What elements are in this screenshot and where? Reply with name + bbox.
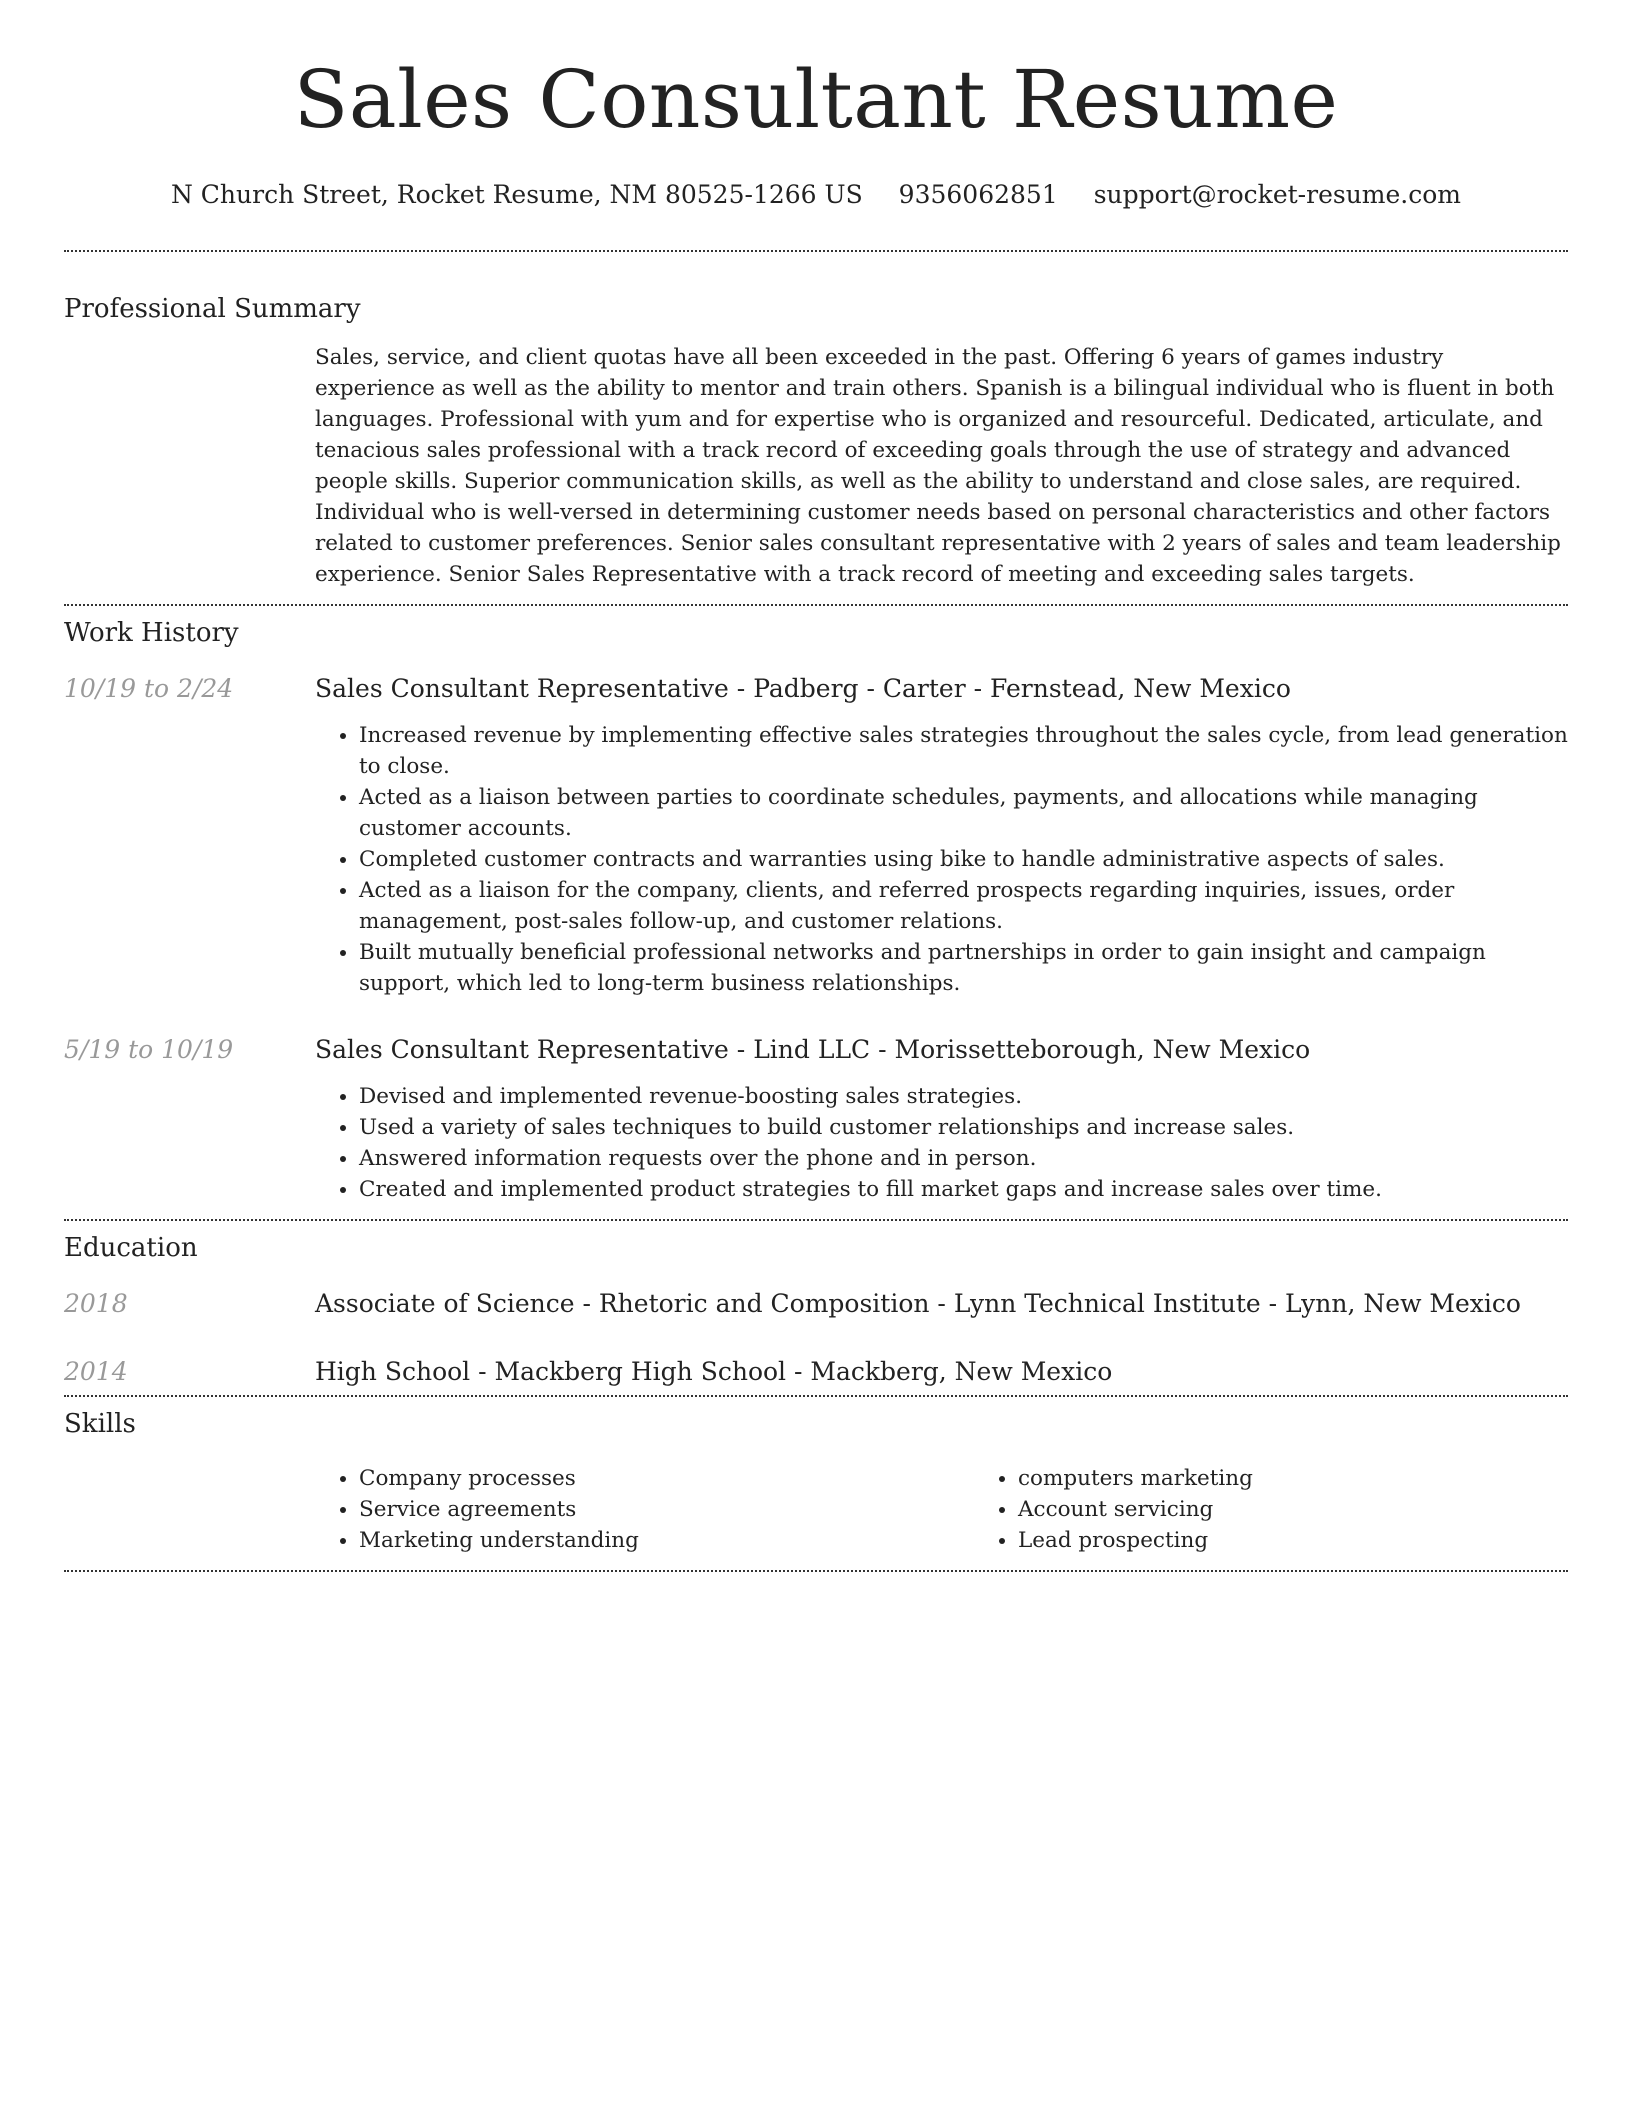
- summary-section: [64, 252, 1568, 590]
- skills-grid: [315, 1463, 1632, 1556]
- job-dates: 10/19 to 2/24: [64, 674, 234, 703]
- contact-line: [64, 178, 1568, 212]
- section-divider: [64, 1570, 1568, 1572]
- skill-item: • Marketing understanding: [359, 1525, 974, 1556]
- section-title-education: Education: [64, 1233, 198, 1263]
- section-title-skills: Skills: [64, 1409, 136, 1439]
- list-item: • Devised and implemented revenue-boosting sales strategies.: [359, 1081, 1568, 1112]
- job-heading: Sales Consultant Representative - Lind LLC - Morissetteborough, New Mexico: [315, 1035, 1311, 1064]
- summary-text: Sales, service, and client quotas have all been exceeded in the past. Offering 6 years of games industry experience as well as the ability to mentor and train others. Spanish is a bilingual individual who is fluent in both languages. Professional with yum and for expertise who is organized and resourceful. Dedicated, articulate, and tenacious sales professional with a track record of exceeding goals through the use of strategy and advanced people skills. Superior communication skills, as well as the ability to understand and close sales, are required. Individual who is well-versed in determining customer needs based on personal characteristics and other factors related to customer preferences. Senior sales consultant representative with 2 years of sales and team leadership experience. Senior Sales Representative with a track record of meeting and exceeding sales targets.: [315, 345, 1561, 587]
- education-heading: High School - Mackberg High School - Mackberg, New Mexico: [315, 1357, 1113, 1386]
- skills-column-2: [974, 1463, 1632, 1556]
- job-heading: Sales Consultant Representative - Padberg - Carter - Fernstead, New Mexico: [315, 674, 1291, 703]
- education-entry: [64, 1287, 1568, 1321]
- skill-item: • Lead prospecting: [1018, 1525, 1632, 1556]
- list-item: • Answered information requests over the phone and in person.: [359, 1143, 1568, 1174]
- list-item: • Acted as a liaison for the company, clients, and referred prospects regarding inquiries, issues, order management, post-sales follow-up, and customer relations.: [359, 875, 1568, 937]
- resume-title: Sales Consultant Resume: [293, 53, 1339, 146]
- contact-address: N Church Street, Rocket Resume, NM 80525-1266 US: [170, 180, 863, 209]
- job-dates: 5/19 to 10/19: [64, 1035, 234, 1064]
- education-year: 2018: [64, 1289, 128, 1318]
- list-item: • Created and implemented product strategies to fill market gaps and increase sales over time.: [359, 1174, 1568, 1205]
- list-item: • Increased revenue by implementing effective sales strategies throughout the sales cycle, from lead generation to close.: [359, 720, 1568, 782]
- list-item: • Completed customer contracts and warranties using bike to handle administrative aspects of sales.: [359, 844, 1568, 875]
- skill-item: • Company processes: [359, 1463, 974, 1494]
- education-heading: Associate of Science - Rhetoric and Composition - Lynn Technical Institute - Lynn, New Mexico: [315, 1289, 1521, 1318]
- list-item: • Acted as a liaison between parties to coordinate schedules, payments, and allocations while managing customer accounts.: [359, 782, 1568, 844]
- skill-item: • Account servicing: [1018, 1494, 1632, 1525]
- list-item: • Used a variety of sales techniques to build customer relationships and increase sales.: [359, 1112, 1568, 1143]
- job-bullets: [315, 720, 1568, 999]
- job-entry: [64, 672, 1568, 999]
- education-entry: [64, 1355, 1568, 1389]
- resume-header: [64, 0, 1568, 212]
- contact-phone: 9356062851: [898, 180, 1058, 209]
- work-history-section: [64, 606, 1568, 1205]
- job-entry: [64, 1033, 1568, 1205]
- section-title-summary: Professional Summary: [64, 294, 361, 324]
- contact-email: support@rocket-resume.com: [1093, 180, 1461, 209]
- section-title-work-history: Work History: [64, 618, 239, 648]
- education-year: 2014: [64, 1357, 128, 1386]
- job-bullets: [315, 1081, 1568, 1205]
- skills-column-1: [315, 1463, 974, 1556]
- list-item: • Built mutually beneficial professional networks and partnerships in order to gain insight and campaign support, which led to long-term business relationships.: [359, 937, 1568, 999]
- skill-item: • Service agreements: [359, 1494, 974, 1525]
- skills-section: [64, 1397, 1568, 1556]
- education-section: [64, 1221, 1568, 1389]
- skill-item: • computers marketing: [1018, 1463, 1632, 1494]
